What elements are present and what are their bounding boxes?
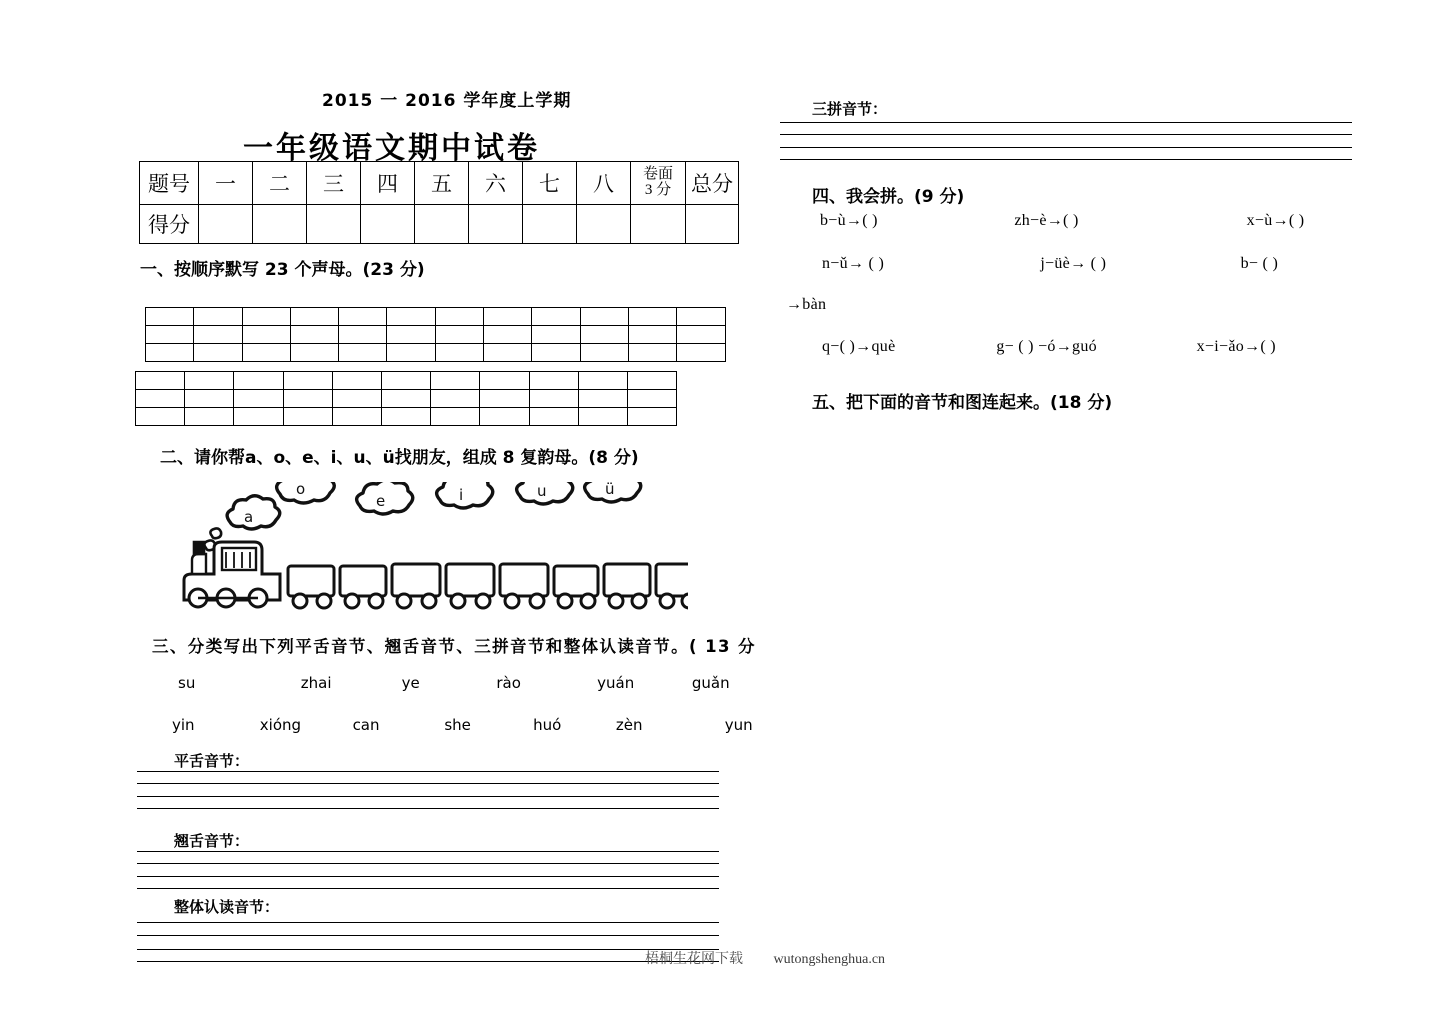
grid-cell[interactable] (387, 344, 435, 362)
grid-cell[interactable] (234, 408, 283, 426)
answer-rule-line[interactable] (137, 922, 719, 923)
grid-cell[interactable] (381, 372, 430, 390)
writing-grid-initials-b[interactable] (135, 371, 677, 426)
train-car (604, 564, 650, 608)
train-illustration (168, 482, 688, 610)
grid-cell[interactable] (431, 408, 480, 426)
grid-cell[interactable] (136, 408, 185, 426)
score-cell-8[interactable] (577, 205, 631, 244)
score-column-1: 一 (199, 162, 253, 205)
school-year-line: 2015 一 2016 学年度上学期 (322, 91, 572, 111)
grid-cell[interactable] (628, 326, 676, 344)
pinyin-blank-item[interactable]: n−ǔ→ ( ) (822, 255, 885, 272)
grid-cell[interactable] (532, 326, 580, 344)
grid-cell[interactable] (332, 390, 381, 408)
vowel-label-a: a (244, 508, 254, 526)
grid-cell[interactable] (435, 344, 483, 362)
answer-rule-line[interactable] (137, 876, 719, 877)
answer-lines-three-part[interactable] (780, 122, 1352, 160)
syllable-item: yun (724, 716, 753, 734)
grid-cell[interactable] (185, 390, 234, 408)
answer-lines-retroflex[interactable] (137, 851, 719, 889)
grid-cell[interactable] (580, 308, 628, 326)
grid-cell[interactable] (381, 408, 430, 426)
train-car (340, 566, 386, 608)
section-three-heading: 三、分类写出下列平舌音节、翘舌音节、三拼音节和整体认读音节。( 13 分 (152, 637, 756, 656)
grid-cell[interactable] (146, 326, 194, 344)
vowel-cloud-i (437, 482, 493, 508)
answer-rule-line[interactable] (137, 863, 719, 864)
grid-cell[interactable] (332, 408, 381, 426)
answer-rule-line[interactable] (137, 783, 719, 784)
grid-cell[interactable] (290, 308, 338, 326)
grid-cell[interactable] (283, 408, 332, 426)
grid-cell[interactable] (242, 308, 290, 326)
grid-cell[interactable] (146, 308, 194, 326)
answer-rule-line[interactable] (137, 796, 719, 797)
answer-lines-flat-tongue[interactable] (137, 771, 719, 809)
grid-cell[interactable] (480, 390, 529, 408)
grid-cell[interactable] (435, 308, 483, 326)
answer-rule-line[interactable] (780, 147, 1352, 148)
score-column-4: 四 (361, 162, 415, 205)
score-column-5: 五 (415, 162, 469, 205)
grid-cell[interactable] (283, 372, 332, 390)
grid-cell[interactable] (339, 344, 387, 362)
section-two-heading: 二、请你帮a、o、e、i、u、ü找朋友，组成 8 复韵母。(8 分) (160, 448, 639, 468)
locomotive (184, 542, 280, 607)
grid-cell[interactable] (136, 372, 185, 390)
answer-label-flat-tongue: 平舌音节： (174, 752, 250, 770)
grid-cell[interactable] (480, 372, 529, 390)
section-one-heading: 一、按顺序默写 23 个声母。(23 分) (140, 260, 425, 280)
score-table-row-label: 题号 (140, 162, 199, 205)
score-cell-4[interactable] (361, 205, 415, 244)
answer-rule-line[interactable] (137, 851, 719, 852)
score-column-presentation (631, 162, 686, 205)
grid-cell[interactable] (431, 390, 480, 408)
score-table-value-row (140, 205, 739, 244)
grid-cell[interactable] (578, 390, 627, 408)
syllable-row-1 (178, 674, 730, 692)
section-four-heading: 四、我会拼。(9 分) (812, 187, 965, 207)
answer-label-retroflex: 翘舌音节： (174, 832, 250, 850)
grid-cell[interactable] (234, 390, 283, 408)
score-column-2: 二 (253, 162, 307, 205)
vowel-cloud-o (277, 482, 335, 503)
watermark-site: wutongshenghua.cn (773, 952, 886, 967)
grid-row (146, 326, 726, 344)
grid-row (136, 390, 677, 408)
grid-cell[interactable] (283, 390, 332, 408)
grid-cell[interactable] (387, 326, 435, 344)
pinyin-exercise-row-4[interactable] (822, 338, 1276, 356)
grid-cell[interactable] (677, 308, 725, 326)
grid-cell[interactable] (677, 326, 725, 344)
grid-cell[interactable] (146, 344, 194, 362)
grid-cell[interactable] (194, 308, 242, 326)
grid-row (136, 372, 677, 390)
pinyin-blank-item[interactable]: b− ( ) (1240, 255, 1279, 272)
score-cell-presentation[interactable] (631, 205, 686, 244)
score-cell-3[interactable] (307, 205, 361, 244)
answer-label-whole-recognition: 整体认读音节： (174, 898, 280, 916)
train-car (500, 564, 548, 608)
grid-cell[interactable] (627, 372, 676, 390)
grid-cell[interactable] (627, 390, 676, 408)
grid-cell[interactable] (290, 326, 338, 344)
score-column-8: 八 (577, 162, 631, 205)
grid-cell[interactable] (234, 372, 283, 390)
score-table-row-label-2: 得分 (140, 205, 199, 244)
syllable-item: can (352, 716, 380, 734)
score-cell-6[interactable] (469, 205, 523, 244)
syllable-item: guǎn (691, 674, 730, 692)
pinyin-blank-item[interactable]: q−( )→què (822, 338, 896, 355)
watermark-text: 梧桐生花网下载 (645, 951, 743, 967)
answer-rule-line[interactable] (137, 949, 719, 950)
answer-rule-line[interactable] (780, 159, 1352, 160)
score-table (139, 161, 739, 244)
grid-cell[interactable] (677, 344, 725, 362)
pinyin-blank-item[interactable]: j−üè→ ( ) (1040, 255, 1107, 272)
score-cell-2[interactable] (253, 205, 307, 244)
grid-cell[interactable] (484, 326, 532, 344)
score-table-header-row (140, 162, 739, 205)
grid-cell[interactable] (290, 344, 338, 362)
grid-row (136, 408, 677, 426)
score-cell-1[interactable] (199, 205, 253, 244)
grid-cell[interactable] (431, 372, 480, 390)
grid-cell[interactable] (627, 408, 676, 426)
grid-cell[interactable] (580, 326, 628, 344)
score-cell-5[interactable] (415, 205, 469, 244)
vowel-label-u: u (537, 482, 547, 500)
pinyin-blank-item[interactable]: x−ù→( ) (1246, 212, 1305, 229)
page-title: 一年级语文期中试卷 (243, 131, 540, 166)
presentation-label: 卷面 (642, 166, 673, 183)
pinyin-exercise-row-1[interactable] (820, 212, 1304, 230)
syllable-item: su (178, 674, 196, 692)
answer-lines-whole-recognition[interactable] (137, 922, 719, 962)
grid-cell[interactable] (194, 344, 242, 362)
pinyin-exercise-row-3[interactable]: →bàn (786, 296, 827, 313)
writing-grid-initials-a[interactable] (145, 307, 726, 362)
pinyin-blank-item[interactable]: b−ù→( ) (820, 212, 878, 229)
score-column-3: 三 (307, 162, 361, 205)
train-car (554, 566, 598, 608)
syllable-item: xióng (259, 716, 302, 734)
vowel-label-e: e (376, 492, 386, 510)
syllable-item: huó (533, 716, 562, 734)
answer-rule-line[interactable] (780, 122, 1352, 123)
grid-cell[interactable] (484, 308, 532, 326)
smoke-speck (210, 528, 221, 538)
grid-cell[interactable] (628, 308, 676, 326)
syllable-item: zhai (300, 674, 332, 692)
score-column-total: 总分 (686, 162, 739, 205)
footer-watermark (645, 948, 885, 968)
syllable-item: yuán (597, 674, 635, 692)
grid-cell[interactable] (529, 390, 578, 408)
grid-cell[interactable] (339, 308, 387, 326)
grid-cell[interactable] (435, 326, 483, 344)
grid-cell[interactable] (628, 344, 676, 362)
grid-row (146, 308, 726, 326)
grid-cell[interactable] (381, 390, 430, 408)
train-svg (168, 482, 688, 610)
vowel-label-o: o (296, 480, 306, 498)
grid-cell[interactable] (185, 372, 234, 390)
grid-cell[interactable] (532, 344, 580, 362)
pinyin-exercise-row-2[interactable] (822, 255, 1278, 273)
score-column-6: 六 (469, 162, 523, 205)
train-car (392, 564, 440, 608)
train-car (656, 564, 688, 608)
syllable-item: zèn (615, 716, 643, 734)
score-column-7: 七 (523, 162, 577, 205)
answer-rule-line[interactable] (137, 771, 719, 772)
train-car (446, 564, 494, 608)
grid-cell[interactable] (242, 326, 290, 344)
syllable-row-2 (172, 716, 753, 734)
syllable-item: yin (172, 716, 195, 734)
train-car (288, 566, 334, 608)
vowel-label-u-umlaut: ü (605, 480, 615, 498)
grid-row (146, 344, 726, 362)
grid-cell[interactable] (578, 408, 627, 426)
vowel-label-i: i (459, 486, 464, 504)
score-cell-7[interactable] (523, 205, 577, 244)
answer-rule-line[interactable] (780, 134, 1352, 135)
syllable-item: ye (401, 674, 420, 692)
syllable-item: she (444, 716, 471, 734)
grid-cell[interactable] (532, 308, 580, 326)
syllable-item: rào (496, 674, 521, 692)
pinyin-blank-item[interactable]: zh−è→( ) (1014, 212, 1079, 229)
grid-cell[interactable] (136, 390, 185, 408)
answer-label-three-part: 三拼音节： (812, 100, 888, 118)
answer-rule-line[interactable] (137, 961, 719, 962)
grid-cell[interactable] (529, 372, 578, 390)
pinyin-blank-item[interactable]: g− ( ) −ó→guó (996, 338, 1097, 355)
grid-cell[interactable] (387, 308, 435, 326)
grid-cell[interactable] (194, 326, 242, 344)
vowel-cloud-a (227, 496, 280, 529)
score-cell-total[interactable] (686, 205, 739, 244)
grid-cell[interactable] (242, 344, 290, 362)
presentation-points: 3 分 (644, 182, 672, 198)
answer-rule-line[interactable] (137, 935, 719, 936)
grid-cell[interactable] (484, 344, 532, 362)
answer-rule-line[interactable] (137, 808, 719, 809)
grid-cell[interactable] (529, 408, 578, 426)
pinyin-blank-item[interactable]: x−i−ǎo→( ) (1196, 338, 1276, 355)
grid-cell[interactable] (578, 372, 627, 390)
grid-cell[interactable] (339, 326, 387, 344)
answer-rule-line[interactable] (137, 888, 719, 889)
section-five-heading: 五、把下面的音节和图连起来。(18 分) (812, 393, 1113, 413)
grid-cell[interactable] (580, 344, 628, 362)
grid-cell[interactable] (480, 408, 529, 426)
grid-cell[interactable] (185, 408, 234, 426)
grid-cell[interactable] (332, 372, 381, 390)
